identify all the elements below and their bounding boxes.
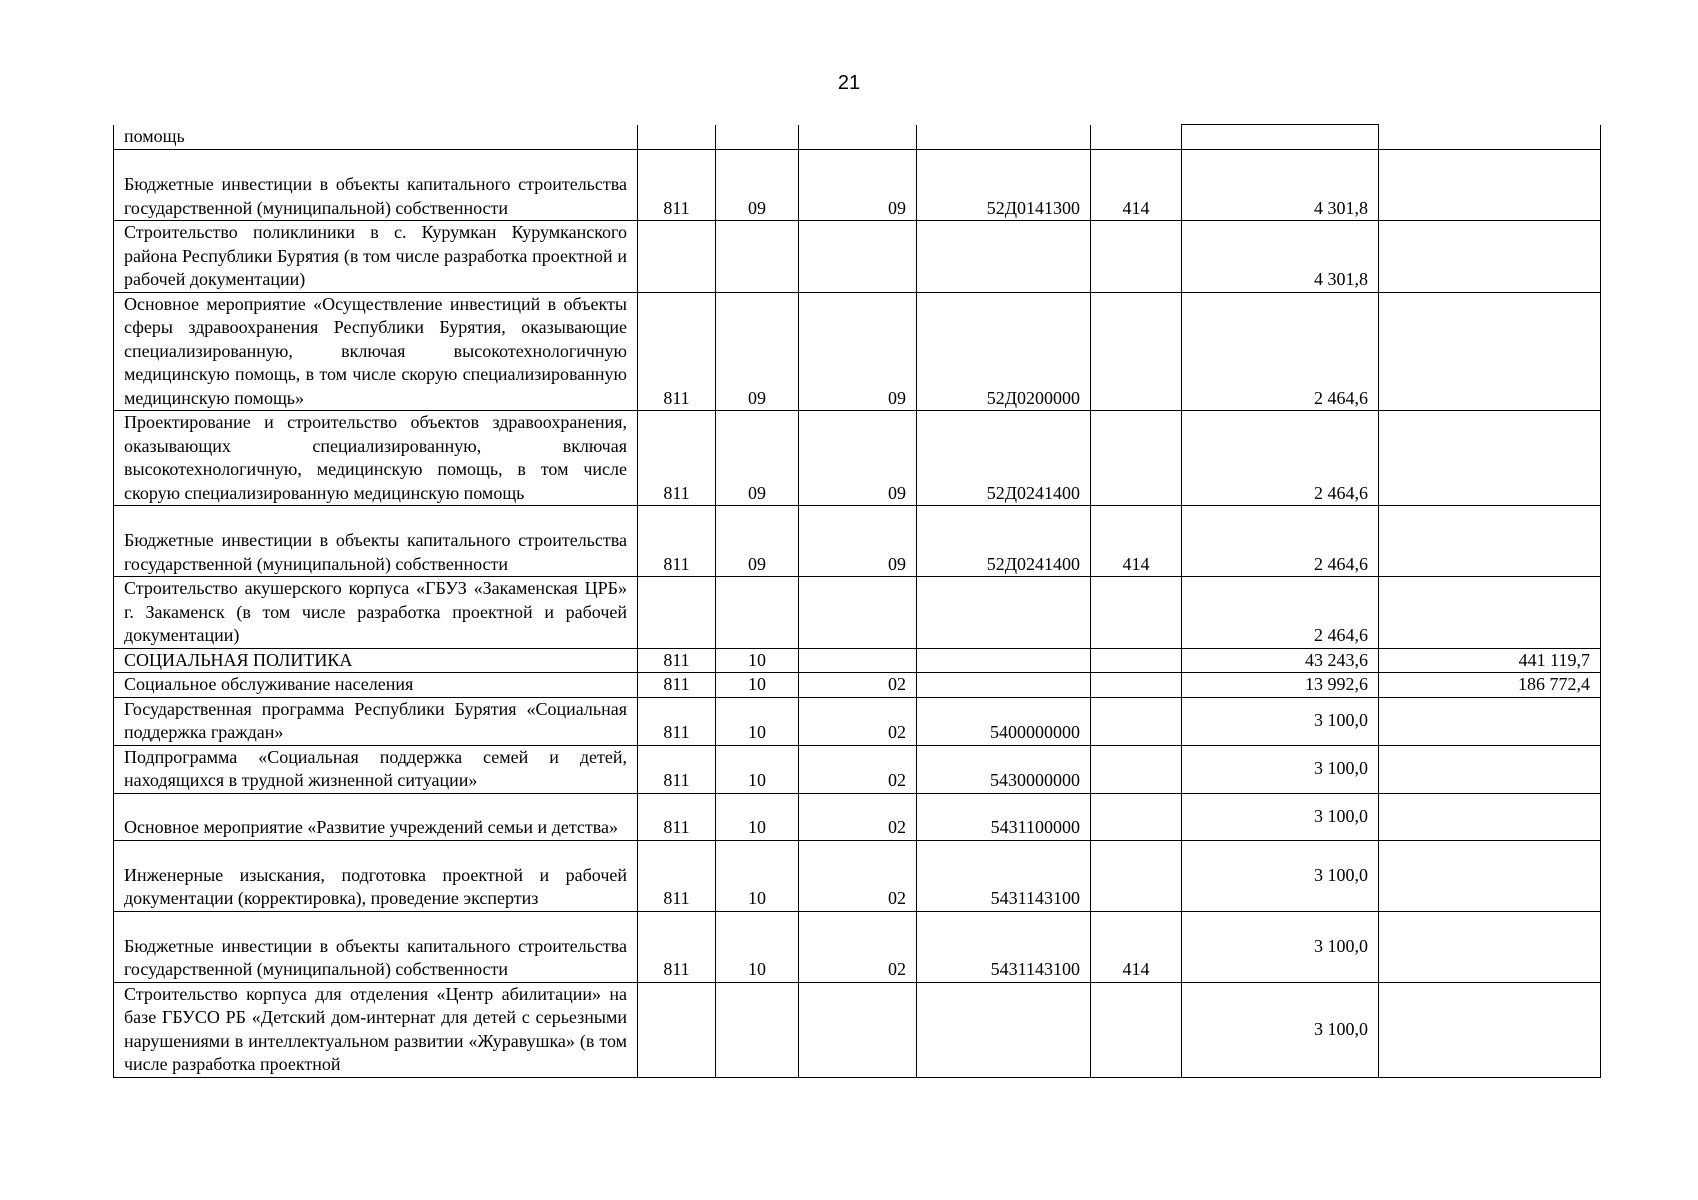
row-name: Строительство поликлиники в с. Курумкан Курумканского района Республики Бурятия (в том числе разработка проектной и рабочей документации) [114,221,638,293]
table-row [114,648,1601,673]
target-article-code [917,982,1091,1077]
amount-2 [1379,577,1601,649]
target-article-code: 5431143100 [917,911,1091,982]
subsection-code: 09 [799,150,917,221]
admin-code: 811 [638,745,716,793]
admin-code [638,982,716,1077]
table-row [114,982,1601,1077]
section-code: 10 [716,793,799,840]
subsection-code [799,125,917,150]
amount-1: 3 100,0 [1182,982,1379,1077]
subsection-code: 02 [799,697,917,745]
admin-code: 811 [638,506,716,577]
expense-type-code [1091,982,1182,1077]
expense-type-code: 414 [1091,506,1182,577]
target-article-code: 5431143100 [917,840,1091,911]
section-code: 10 [716,673,799,698]
amount-2 [1379,982,1601,1077]
amount-2 [1379,411,1601,506]
row-name: Социальное обслуживание населения [114,673,638,698]
expense-type-code: 414 [1091,150,1182,221]
section-code: 10 [716,745,799,793]
expense-type-code [1091,577,1182,649]
row-name: Основное мероприятие «Развитие учреждений семьи и детства» [114,793,638,840]
subsection-code: 02 [799,911,917,982]
section-code: 10 [716,911,799,982]
subsection-code: 02 [799,673,917,698]
table-row [114,577,1601,649]
row-name: Государственная программа Республики Бурятия «Социальная поддержка граждан» [114,697,638,745]
admin-code: 811 [638,911,716,982]
section-code [716,221,799,293]
amount-1: 2 464,6 [1182,577,1379,649]
target-article-code: 52Д0200000 [917,292,1091,411]
amount-1: 4 301,8 [1182,150,1379,221]
admin-code: 811 [638,150,716,221]
admin-code: 811 [638,840,716,911]
amount-2 [1379,150,1601,221]
amount-2: 186 772,4 [1379,673,1601,698]
row-name: Строительство корпуса для отделения «Центр абилитации» на базе ГБУСО РБ «Детский дом-интернат для детей с серьезными нарушениями в интеллектуальном развитии «Журавушка» (в том числе разработка проектной [114,982,638,1077]
target-article-code: 5431100000 [917,793,1091,840]
row-name: Строительство акушерского корпуса «ГБУЗ «Закаменская ЦРБ» г. Закаменск (в том числе разработка проектной и рабочей документации) [114,577,638,649]
subsection-code: 09 [799,292,917,411]
admin-code [638,221,716,293]
row-name: Проектирование и строительство объектов здравоохранения, оказывающих специализированную, включая высокотехнологичную, медицинскую помощь, в том числе скорую специализированную медицинскую помощь [114,411,638,506]
row-name: Бюджетные инвестиции в объекты капитального строительства государственной (муниципальной) собственности [114,150,638,221]
subsection-code [799,982,917,1077]
amount-1: 2 464,6 [1182,292,1379,411]
admin-code: 811 [638,411,716,506]
expense-type-code [1091,745,1182,793]
row-name: Инженерные изыскания, подготовка проектной и рабочей документации (корректировка), проведение экспертиз [114,840,638,911]
expense-type-code [1091,292,1182,411]
amount-1: 3 100,0 [1182,840,1379,911]
table-row [114,745,1601,793]
subsection-code [799,577,917,649]
amount-1: 3 100,0 [1182,793,1379,840]
section-code [716,577,799,649]
table-row [114,506,1601,577]
expense-type-code [1091,125,1182,150]
table-row [114,292,1601,411]
section-code [716,982,799,1077]
expense-type-code [1091,221,1182,293]
subsection-code: 09 [799,506,917,577]
target-article-code [917,221,1091,293]
admin-code: 811 [638,292,716,411]
admin-code [638,577,716,649]
amount-2 [1379,697,1601,745]
amount-1: 13 992,6 [1182,673,1379,698]
table-row [114,840,1601,911]
table-row [114,673,1601,698]
admin-code: 811 [638,793,716,840]
amount-1: 3 100,0 [1182,911,1379,982]
table-row [114,150,1601,221]
table-row [114,221,1601,293]
amount-1: 4 301,8 [1182,221,1379,293]
admin-code: 811 [638,673,716,698]
amount-2 [1379,745,1601,793]
target-article-code [917,577,1091,649]
amount-2 [1379,840,1601,911]
section-code: 10 [716,648,799,673]
table-row [114,125,1601,150]
amount-1: 2 464,6 [1182,411,1379,506]
row-name: Бюджетные инвестиции в объекты капитального строительства государственной (муниципальной) собственности [114,911,638,982]
target-article-code: 5400000000 [917,697,1091,745]
amount-2: 441 119,7 [1379,648,1601,673]
amount-1 [1182,125,1379,150]
admin-code: 811 [638,648,716,673]
section-code: 10 [716,697,799,745]
expense-type-code [1091,793,1182,840]
expense-type-code: 414 [1091,911,1182,982]
expense-type-code [1091,697,1182,745]
subsection-code: 02 [799,840,917,911]
amount-2 [1379,793,1601,840]
target-article-code: 52Д0241400 [917,506,1091,577]
amount-2 [1379,125,1601,150]
admin-code: 811 [638,697,716,745]
target-article-code [917,648,1091,673]
subsection-code: 02 [799,793,917,840]
subsection-code [799,221,917,293]
amount-2 [1379,911,1601,982]
table-row [114,697,1601,745]
row-name: помощь [114,125,638,150]
target-article-code: 52Д0241400 [917,411,1091,506]
expense-type-code [1091,840,1182,911]
row-name: Подпрограмма «Социальная поддержка семей и детей, находящихся в трудной жизненной ситуации» [114,745,638,793]
table-row [114,793,1601,840]
section-code: 09 [716,292,799,411]
section-code [716,125,799,150]
target-article-code [917,673,1091,698]
subsection-code [799,648,917,673]
amount-1: 43 243,6 [1182,648,1379,673]
subsection-code: 02 [799,745,917,793]
amount-2 [1379,292,1601,411]
section-code: 09 [716,506,799,577]
row-name: Бюджетные инвестиции в объекты капитального строительства государственной (муниципальной) собственности [114,506,638,577]
section-code: 10 [716,840,799,911]
expense-type-code [1091,648,1182,673]
target-article-code: 5430000000 [917,745,1091,793]
amount-1: 2 464,6 [1182,506,1379,577]
amount-1: 3 100,0 [1182,697,1379,745]
expense-type-code [1091,673,1182,698]
row-name: Основное мероприятие «Осуществление инвестиций в объекты сферы здравоохранения Республики Бурятия, оказывающие специализированную, включая высокотехнологичную медицинскую помощь, в том числе скорую специализированную медицинскую помощь» [114,292,638,411]
subsection-code: 09 [799,411,917,506]
budget-table [113,124,1601,1078]
expense-type-code [1091,411,1182,506]
amount-1: 3 100,0 [1182,745,1379,793]
amount-2 [1379,506,1601,577]
page-number: 21 [837,72,861,94]
target-article-code: 52Д0141300 [917,150,1091,221]
admin-code [638,125,716,150]
table-row [114,911,1601,982]
target-article-code [917,125,1091,150]
amount-2 [1379,221,1601,293]
table-row [114,411,1601,506]
section-code: 09 [716,411,799,506]
row-name: СОЦИАЛЬНАЯ ПОЛИТИКА [114,648,638,673]
section-code: 09 [716,150,799,221]
